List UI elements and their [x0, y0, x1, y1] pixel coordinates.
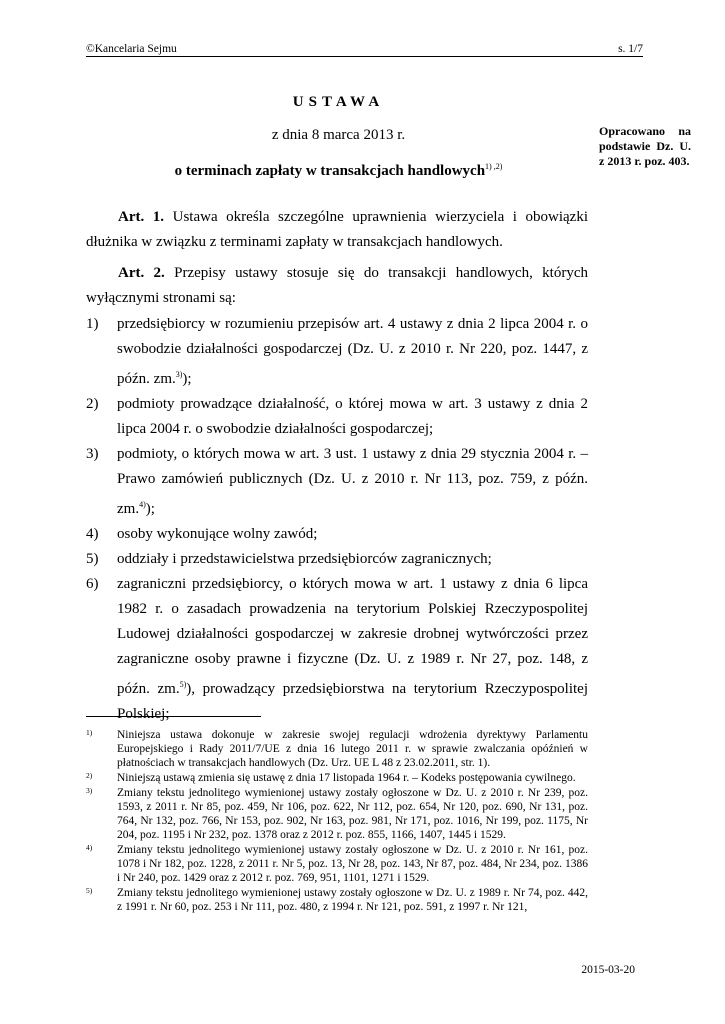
- list-item-text: podmioty, o których mowa w art. 3 ust. 1 ustawy z dnia 29 stycznia 2004 r. – Prawo zamówień publicznych (Dz. U. z 2010 r. Nr 113, poz. 759, z późn. zm.$^{4)}$);: [117, 446, 588, 517]
- list-item: [86, 522, 588, 547]
- footer-date: 2015-03-20: [581, 964, 635, 976]
- footnote-separator: [86, 716, 261, 717]
- list-item-number: 6): [86, 576, 99, 592]
- list-item: [86, 547, 588, 572]
- footnote: [86, 886, 588, 914]
- footnote-mark: 2): [86, 771, 93, 780]
- footnote-mark: 4): [86, 843, 93, 852]
- source-note: Opracowano na podstawie Dz. U. z 2013 r. poz. 403.: [599, 124, 691, 168]
- footnote-text: Zmiany tekstu jednolitego wymienionej ustawy zostały ogłoszone w Dz. U. z 1989 r. Nr 74, poz. 442, z 1991 r. Nr 60, poz. 253 i Nr 111, poz. 480, z 1994 r. Nr 121, poz. 591, z 1997 r. Nr 121,: [117, 887, 588, 913]
- document-date: z dnia 8 marca 2013 r.: [271, 127, 406, 143]
- list-item-text: podmioty prowadzące działalność, o której mowa w art. 3 ustawy z dnia 2 lipca 2004 r. o swobodzie działalności gospodarczej;: [117, 396, 588, 437]
- footnote: [86, 786, 588, 842]
- list-item-number: 2): [86, 396, 99, 412]
- footnote: [86, 728, 588, 770]
- subtitle-footnote-refs: 1) ,2): [485, 162, 503, 171]
- subtitle-text: o terminach zapłaty w transakcjach handlowych: [174, 163, 486, 179]
- list-item: [86, 392, 588, 442]
- list-item: [86, 312, 588, 392]
- document-title: USTAWA: [292, 94, 385, 110]
- article-2-label: Art. 2.: [118, 265, 165, 281]
- header-publisher: ©Kancelaria Sejmu: [86, 43, 177, 55]
- article-2-text: Przepisy ustawy stosuje się do transakcji handlowych, których wyłącznymi stronami są:: [86, 265, 588, 306]
- header-page-number: s. 1/7: [618, 43, 643, 55]
- header-divider: [86, 56, 643, 57]
- footnote-mark: 5): [86, 886, 93, 895]
- footnote: [86, 843, 588, 885]
- list-item: [86, 442, 588, 522]
- footnote-ref: 4): [139, 500, 146, 509]
- article-2-list: [86, 312, 588, 727]
- article-2: [86, 261, 588, 311]
- article-1: [86, 205, 588, 255]
- footnote-text: Zmiany tekstu jednolitego wymienionej ustawy zostały ogłoszone w Dz. U. z 2010 r. Nr 239, poz. 1593, z 2011 r. Nr 85, poz. 459, Nr 106, poz. 622, Nr 112, poz. 654, Nr 120, poz. 690, Nr 131, poz. 764, Nr 132, poz. 766, Nr 153, poz. 902, Nr 163, poz. 981, Nr 171, poz. 1016, Nr 199, poz. 1175, Nr 204, poz. 1195 i Nr 232, poz. 1378 oraz z 2012 r. poz. 855, 1166, 1407, 1445 i 1529.: [117, 787, 588, 841]
- document-subtitle: [86, 162, 591, 180]
- footnote-mark: 3): [86, 786, 93, 795]
- footnotes: [86, 728, 588, 915]
- footnote-mark: 1): [86, 728, 93, 737]
- article-1-text: Ustawa określa szczególne uprawnienia wierzyciela i obowiązki dłużnika w związku z terminami zapłaty w transakcjach handlowych.: [86, 209, 588, 250]
- footnote-ref: 3): [175, 370, 183, 379]
- footnote: [86, 771, 588, 785]
- list-item-number: 1): [86, 316, 99, 332]
- list-item-text: oddziały i przedstawicielstwa przedsiębiorców zagranicznych;: [117, 551, 492, 567]
- list-item: [86, 572, 588, 727]
- list-item-text: przedsiębiorcy w rozumieniu przepisów art. 4 ustawy z dnia 2 lipca 2004 r. o swobodzie działalności gospodarczej (Dz. U. z 2010 r. Nr 220, poz. 1447, z późn. zm.$^{3)}$);: [117, 316, 588, 387]
- footnote-text: Niniejszą ustawą zmienia się ustawę z dnia 17 listopada 1964 r. – Kodeks postępowania cywilnego.: [117, 772, 576, 784]
- footnote-text: Niniejsza ustawa dokonuje w zakresie swojej regulacji wdrożenia dyrektywy Parlamentu Europejskiego i Rady 2011/7/UE z dnia 16 lutego 2011 r. w sprawie zwalczania opóźnień w płatnościach w transakcjach handlowych (Dz. Urz. UE L 48 z 23.02.2011, str. 1).: [117, 729, 588, 769]
- article-1-label: Art. 1.: [118, 209, 165, 225]
- list-item-text: osoby wykonujące wolny zawód;: [117, 526, 318, 542]
- list-item-number: 4): [86, 526, 99, 542]
- list-item-text: zagraniczni przedsiębiorcy, o których mowa w art. 1 ustawy z dnia 6 lipca 1982 r. o zasadach prowadzenia na terytorium Polskiej Rzeczypospolitej Ludowej działalności gospodarczej w zakresie drobnej wytwórczości przez zagraniczne osoby prawne i fizyczne (Dz. U. z 1989 r. Nr 27, poz. 148, z późn. zm.$^{5)}$), prowadzący przedsiębiorstwa na terytorium Rzeczypospolitej Polskiej;: [117, 576, 588, 722]
- footnote-text: Zmiany tekstu jednolitego wymienionej ustawy zostały ogłoszone w Dz. U. z 2010 r. Nr 161, poz. 1078 i Nr 182, poz. 1228, z 2011 r. Nr 5, poz. 13, Nr 28, poz. 143, Nr 87, poz. 484, Nr 234, poz. 1386 i Nr 240, poz. 1429 oraz z 2012 r. poz. 769, 951, 1101, 1271 i 1529.: [117, 844, 588, 884]
- list-item-number: 3): [86, 446, 99, 462]
- list-item-number: 5): [86, 551, 99, 567]
- footnote-ref: 5): [179, 680, 187, 689]
